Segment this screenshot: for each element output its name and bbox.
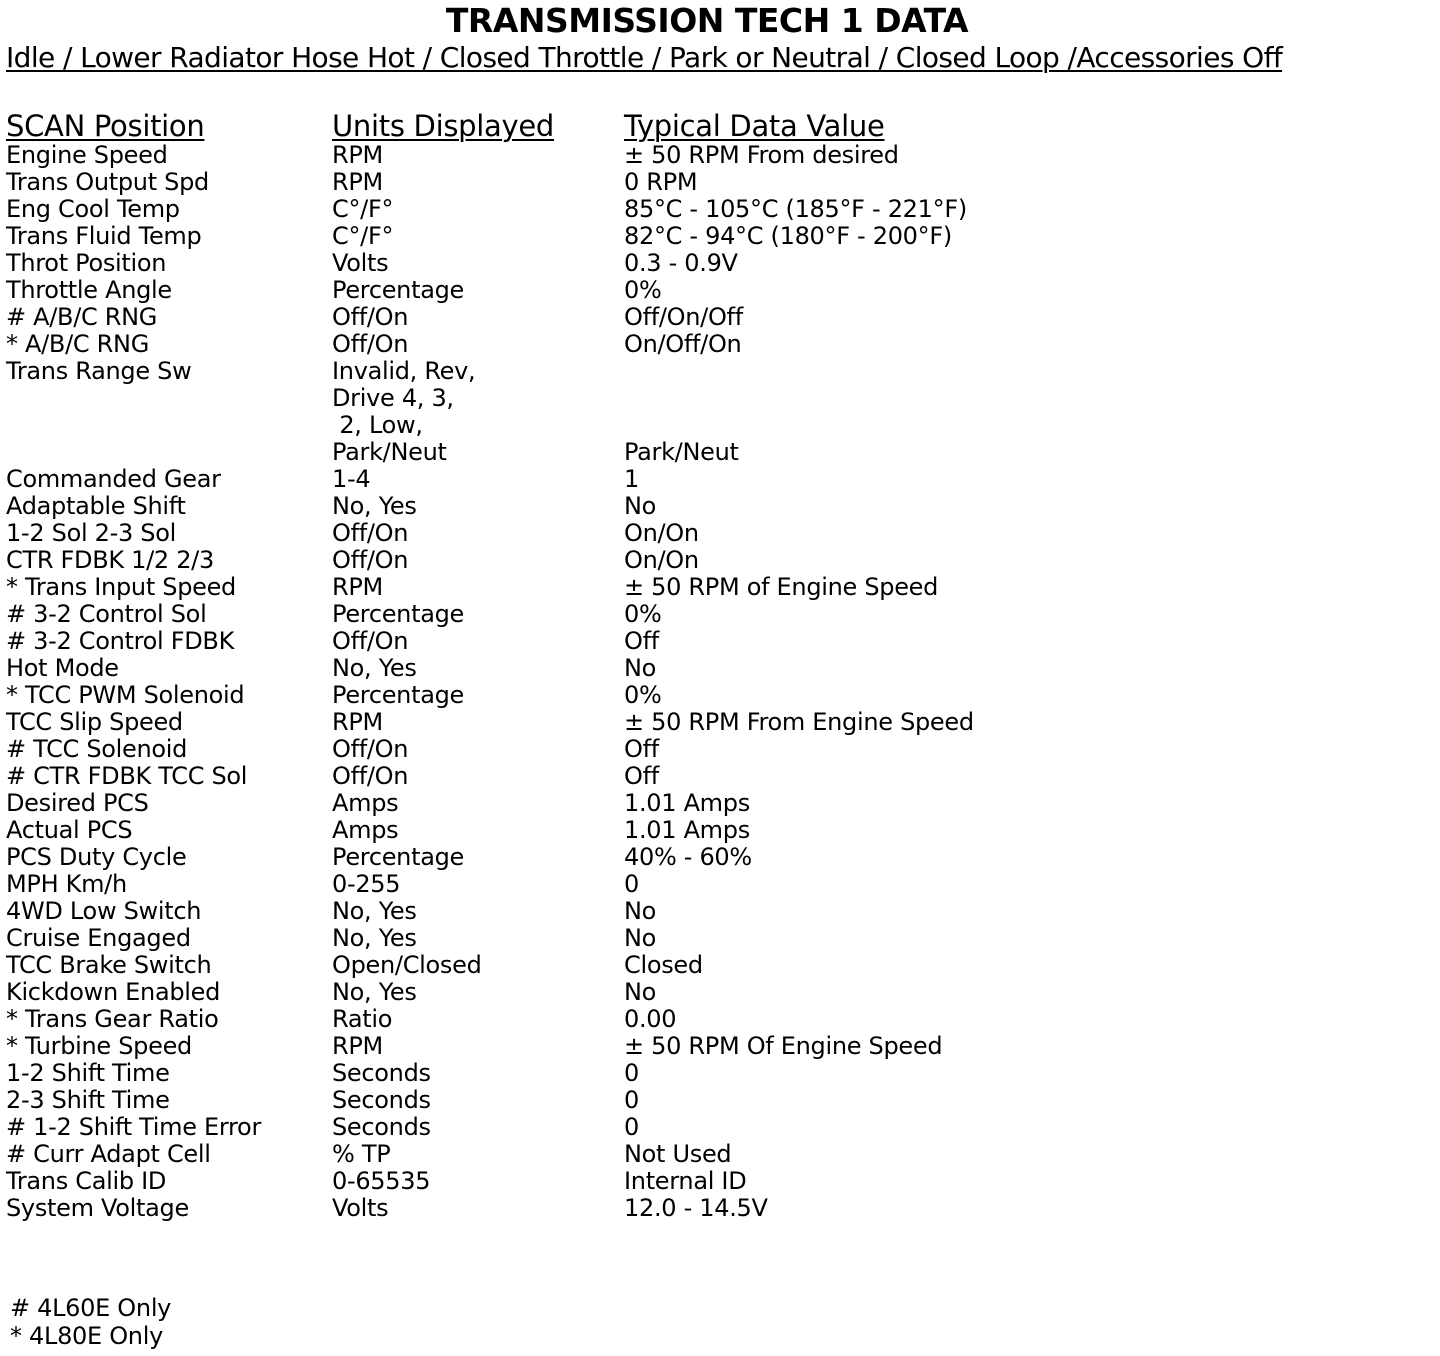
scan-position-cell: Trans Range Sw (6, 357, 192, 385)
page-title: TRANSMISSION TECH 1 DATA (445, 1, 969, 40)
scan-position-cell: Hot Mode (6, 654, 119, 682)
units-line: 2, Low, (332, 411, 423, 439)
units-cell: Amps (332, 816, 399, 844)
units-cell: Seconds (332, 1059, 431, 1087)
units-cell: RPM (332, 168, 383, 196)
typical-value-cell: Internal ID (624, 1167, 747, 1195)
typical-value-cell: On/On (624, 519, 699, 547)
typical-value-cell: No (624, 654, 657, 682)
scan-position-cell: TCC Brake Switch (6, 951, 212, 979)
typical-value-cell: 0% (624, 681, 662, 709)
scan-position-cell: Kickdown Enabled (6, 978, 221, 1006)
units-cell: No, Yes (332, 978, 417, 1006)
typical-value-cell: 1.01 Amps (624, 789, 750, 817)
units-cell (332, 358, 622, 466)
units-cell: Percentage (332, 843, 465, 871)
scan-position-cell: System Voltage (6, 1194, 189, 1222)
scan-position-cell: TCC Slip Speed (6, 708, 183, 736)
units-cell: Seconds (332, 1113, 431, 1141)
typical-value-cell: 0% (624, 600, 662, 628)
scan-position-cell: Cruise Engaged (6, 924, 191, 952)
units-cell: RPM (332, 573, 383, 601)
units-cell: 1-4 (332, 465, 371, 493)
scan-position-cell: # 3-2 Control FDBK (6, 627, 235, 655)
scan-position-cell: Actual PCS (6, 816, 133, 844)
typical-value-cell: No (624, 492, 657, 520)
typical-value-cell: No (624, 924, 657, 952)
footnote-4l80e: * 4L80E Only (10, 1322, 163, 1350)
units-cell: Seconds (332, 1086, 431, 1114)
scan-position-cell: Engine Speed (6, 141, 168, 169)
header-typical-data-value: Typical Data Value (624, 109, 885, 143)
typical-value-cell: ± 50 RPM From desired (624, 141, 899, 169)
units-cell: Off/On (332, 519, 409, 547)
scan-position-column (6, 142, 326, 1222)
scan-position-cell: Eng Cool Temp (6, 195, 180, 223)
footnote-4l60e: # 4L60E Only (10, 1294, 172, 1322)
units-line: Drive 4, 3, (332, 384, 454, 412)
units-cell: 0-65535 (332, 1167, 431, 1195)
typical-value-cell: 1 (624, 465, 639, 493)
footnotes (10, 1294, 171, 1350)
typical-value-cell: No (624, 978, 657, 1006)
units-cell: Ratio (332, 1005, 393, 1033)
units-cell: Off/On (332, 627, 409, 655)
typical-value-cell: On/Off/On (624, 330, 742, 358)
units-cell: 0-255 (332, 870, 401, 898)
units-cell: Open/Closed (332, 951, 482, 979)
typical-value-cell: 82°C - 94°C (180°F - 200°F) (624, 222, 952, 250)
typical-value-cell: Not Used (624, 1140, 732, 1168)
typical-value-cell: ± 50 RPM From Engine Speed (624, 708, 974, 736)
typical-value-cell: 12.0 - 14.5V (624, 1194, 768, 1222)
scan-position-cell: * Trans Gear Ratio (6, 1005, 219, 1033)
units-cell: Off/On (332, 330, 409, 358)
scan-position-cell: # 1-2 Shift Time Error (6, 1113, 262, 1141)
header-scan-position: SCAN Position (6, 109, 205, 143)
typical-value-cell: Closed (624, 951, 703, 979)
typical-value-cell: Off (624, 762, 659, 790)
scan-position-cell: Trans Fluid Temp (6, 222, 202, 250)
scan-position-cell: 1-2 Shift Time (6, 1059, 170, 1087)
typical-value-text: Park/Neut (624, 438, 739, 466)
scan-position-cell: # TCC Solenoid (6, 735, 188, 763)
scan-position-cell: MPH Km/h (6, 870, 127, 898)
units-cell: No, Yes (332, 924, 417, 952)
typical-value-cell: Off (624, 735, 659, 763)
scan-position-cell: Adaptable Shift (6, 492, 186, 520)
scan-position-cell: * Trans Input Speed (6, 573, 236, 601)
units-cell: Off/On (332, 303, 409, 331)
units-cell: No, Yes (332, 492, 417, 520)
units-line: Park/Neut (332, 438, 447, 466)
header-units-displayed: Units Displayed (332, 109, 555, 143)
units-cell: Off/On (332, 762, 409, 790)
typical-value-cell: 0 (624, 1086, 639, 1114)
typical-value-cell: 1.01 Amps (624, 816, 750, 844)
typical-value-cell: 40% - 60% (624, 843, 752, 871)
units-cell: Amps (332, 789, 399, 817)
scan-position-cell: Throttle Angle (6, 276, 172, 304)
typical-value-cell: 0% (624, 276, 662, 304)
typical-value-cell (624, 358, 1424, 466)
typical-value-column (624, 142, 1424, 1222)
units-cell: Percentage (332, 600, 465, 628)
scan-position-cell: * Turbine Speed (6, 1032, 192, 1060)
units-cell: C°/F° (332, 222, 394, 250)
units-line: Invalid, Rev, (332, 357, 476, 385)
scan-position-cell: Commanded Gear (6, 465, 221, 493)
units-cell: RPM (332, 141, 383, 169)
units-cell: Volts (332, 1194, 389, 1222)
units-cell: No, Yes (332, 654, 417, 682)
page-subtitle: Idle / Lower Radiator Hose Hot / Closed Throttle / Park or Neutral / Closed Loop /Accessories Off (6, 41, 1283, 74)
units-cell: No, Yes (332, 897, 417, 925)
scan-position-cell: * A/B/C RNG (6, 330, 149, 358)
scan-position-cell: Throt Position (6, 249, 167, 277)
units-cell: RPM (332, 1032, 383, 1060)
scan-position-cell: # A/B/C RNG (6, 303, 158, 331)
typical-value-cell: Off (624, 627, 659, 655)
typical-value-cell: 85°C - 105°C (185°F - 221°F) (624, 195, 967, 223)
units-cell: RPM (332, 708, 383, 736)
scan-position-cell: Trans Output Spd (6, 168, 209, 196)
typical-value-cell: On/On (624, 546, 699, 574)
units-cell: Percentage (332, 276, 465, 304)
typical-value-cell: 0.00 (624, 1005, 677, 1033)
units-cell: Percentage (332, 681, 465, 709)
scan-position-cell: CTR FDBK 1/2 2/3 (6, 546, 214, 574)
scan-position-cell: * TCC PWM Solenoid (6, 681, 245, 709)
scan-position-cell: # 3-2 Control Sol (6, 600, 207, 628)
typical-value-cell: ± 50 RPM of Engine Speed (624, 573, 939, 601)
units-cell: % TP (332, 1140, 391, 1168)
typical-value-cell: No (624, 897, 657, 925)
units-cell: C°/F° (332, 195, 394, 223)
typical-value-cell: 0.3 - 0.9V (624, 249, 738, 277)
units-cell: Volts (332, 249, 389, 277)
scan-position-cell: 4WD Low Switch (6, 897, 202, 925)
scan-position-cell: 1-2 Sol 2-3 Sol (6, 519, 176, 547)
typical-value-cell: ± 50 RPM Of Engine Speed (624, 1032, 943, 1060)
typical-value-cell: Off/On/Off (624, 303, 743, 331)
units-displayed-column (332, 142, 622, 1222)
scan-position-cell: # CTR FDBK TCC Sol (6, 762, 248, 790)
typical-value-cell: 0 (624, 1113, 639, 1141)
scan-position-cell: 2-3 Shift Time (6, 1086, 170, 1114)
typical-value-cell: 0 RPM (624, 168, 698, 196)
scan-position-cell: Trans Calib ID (6, 1167, 167, 1195)
typical-value-cell: 0 (624, 870, 639, 898)
scan-position-cell: Desired PCS (6, 789, 149, 817)
typical-value-cell: 0 (624, 1059, 639, 1087)
units-cell: Off/On (332, 735, 409, 763)
units-cell: Off/On (332, 546, 409, 574)
scan-position-cell: PCS Duty Cycle (6, 843, 187, 871)
scan-position-cell: # Curr Adapt Cell (6, 1140, 211, 1168)
